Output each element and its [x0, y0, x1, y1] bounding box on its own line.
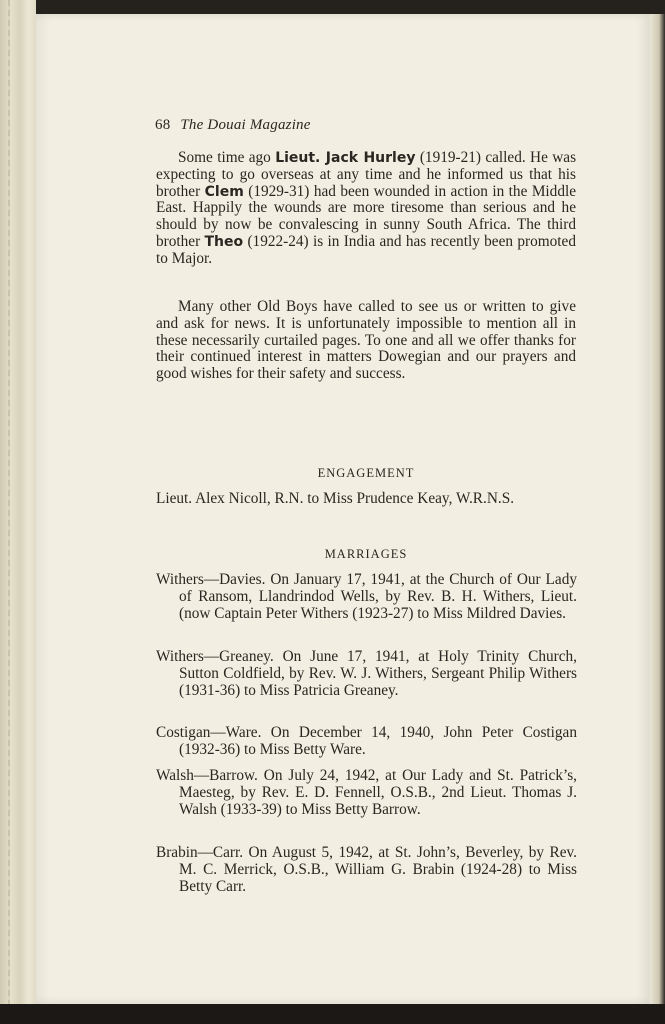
page-number: 68 [155, 117, 171, 133]
name-jack-hurley: Lieut. Jack Hurley [275, 150, 416, 166]
engagement-heading: ENGAGEMENT [317, 466, 415, 480]
scan-bottom-border [0, 1004, 665, 1024]
marriage-entry: Brabin—Carr. On August 5, 1942, at St. John’s, Beverley, by Rev. M. C. Merrick, O.S.B., William G. Brabin (1924-28) to Miss Betty Carr. [156, 844, 577, 895]
marriage-entry: Walsh—Barrow. On July 24, 1942, at Our Lady and St. Patrick’s, Maesteg, by Rev. E. D. Fennell, O.S.B., 2nd Lieut. Thomas J. Walsh (1933-39) to Miss Betty Barrow. [156, 767, 577, 818]
text-segment: (1919-21) called. He was expecting to go overseas at any time and he informed us that his brother [156, 149, 577, 200]
running-header [155, 117, 311, 134]
page-right-edge [650, 14, 665, 1004]
book-spine-edge [0, 0, 36, 1024]
text-segment: Many other Old Boys have called to see us or written to give and ask for news. It is unfortunately impossible to mention all in these necessarily curtailed pages. To one and all we offer thanks for their continued interest in matters Dowegian and our prayers and good wishes for their safety and success. [156, 298, 576, 383]
text-segment: (1922-24) is in India and has recently been promoted to Major. [156, 232, 576, 267]
marriage-entry: Withers—Davies. On January 17, 1941, at the Church of Our Lady of Ransom, Llandrindod Wells, by Rev. B. H. Withers, Lieut. (now Captain Peter Withers (1923-27) to Miss Mildred Davies. [156, 571, 577, 622]
text-segment: (1929-31) had been wounded in action in the Middle East. Happily the wounds are more tiresome than serious and he should by now be convalescing in sunny South Africa. The third brother [156, 182, 577, 250]
marriages-heading: MARRIAGES [324, 547, 408, 561]
marriage-entry: Costigan—Ware. On December 14, 1940, John Peter Costigan (1932-36) to Miss Betty Ware. [156, 724, 577, 758]
name-theo: Theo [204, 233, 244, 250]
text-segment: Some time ago [178, 149, 276, 166]
name-clem: Clem [204, 183, 244, 200]
paragraph-hurley [156, 150, 576, 268]
marriage-entry: Withers—Greaney. On June 17, 1941, at Holy Trinity Church, Sutton Coldfield, by Rev. W. J. Withers, Sergeant Philip Withers (1931-36) to Miss Patricia Greaney. [156, 648, 577, 699]
paragraph-old-boys [156, 299, 576, 383]
scan-top-border [0, 0, 665, 14]
magazine-title: The Douai Magazine [180, 117, 311, 133]
engagement-entry: Lieut. Alex Nicoll, R.N. to Miss Prudence Keay, W.R.N.S. [156, 490, 515, 507]
